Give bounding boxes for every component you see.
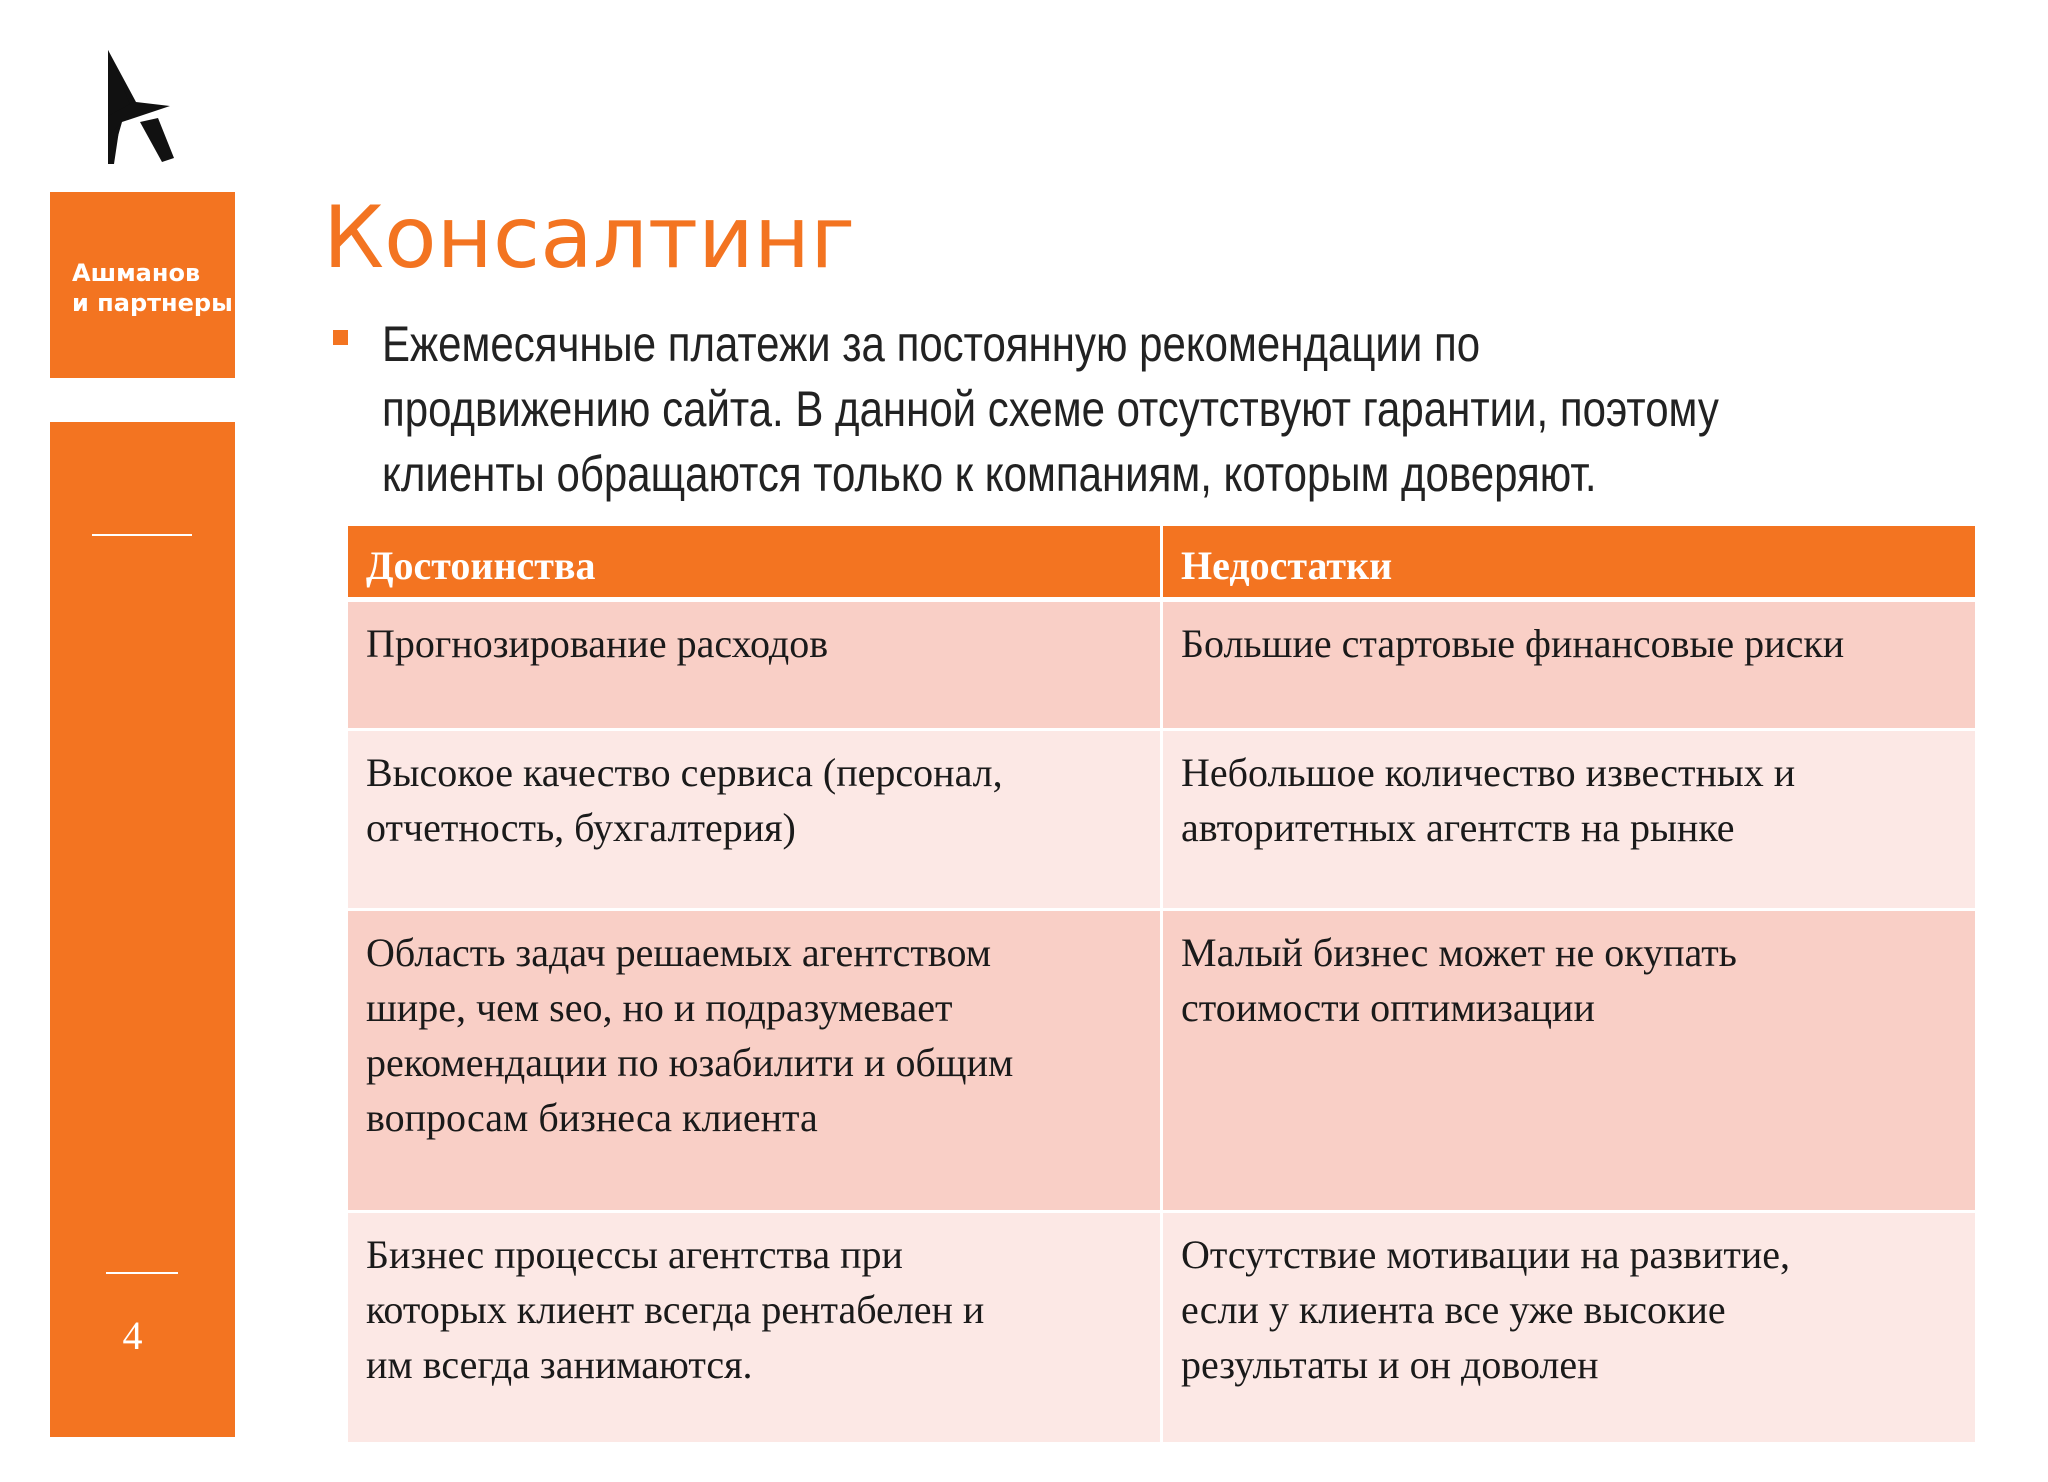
table-row [347, 1212, 1977, 1444]
bullet-line: клиенты обращаются только к компаниям, которым доверяют. [382, 446, 1597, 502]
con-cell [1162, 730, 1977, 910]
pro-text: Прогнозирование расходов [366, 621, 829, 666]
brand-name-line2: и партнеры [72, 289, 233, 317]
table-row [347, 600, 1977, 730]
header-cons: Недостатки [1162, 525, 1977, 600]
con-text: Малый бизнес может не окупать стоимости оптимизации [1181, 930, 1737, 1030]
pros-cons-table [345, 523, 1978, 1445]
bullet-square-icon [333, 330, 348, 345]
con-text: Отсутствие мотивации на развитие, если у клиента все уже высокие результаты и он доволен [1181, 1232, 1790, 1387]
pro-cell [347, 600, 1162, 730]
side-bar [50, 422, 235, 1437]
con-cell [1162, 1212, 1977, 1444]
bullet-line: продвижению сайта. В данной схеме отсутствуют гарантии, поэтому [382, 381, 1719, 437]
pro-cell [347, 730, 1162, 910]
con-cell [1162, 600, 1977, 730]
table-row [347, 910, 1977, 1212]
slide-title: Консалтинг [323, 188, 856, 288]
pro-text: Высокое качество сервиса (персонал, отчетность, бухгалтерия) [366, 750, 1003, 850]
side-divider-top [92, 534, 192, 536]
table-row [347, 730, 1977, 910]
con-text: Большие стартовые финансовые риски [1181, 621, 1845, 666]
pro-cell [347, 910, 1162, 1212]
bullet-line: Ежемесячные платежи за постоянную рекомендации по [382, 316, 1481, 372]
side-divider-bottom [106, 1272, 178, 1274]
table-header-row [347, 525, 1977, 600]
header-pros: Достоинства [347, 525, 1162, 600]
brand-name-line1: Ашманов [72, 259, 201, 287]
pro-text: Область задач решаемых агентством шире, чем seo, но и подразумевает рекомендации по юзабилити и общим вопросам бизнеса клиента [366, 930, 1014, 1140]
con-text: Небольшое количество известных и авторитетных агентств на рынке [1181, 750, 1796, 850]
brand-box [50, 192, 235, 378]
company-logo-icon [100, 46, 180, 166]
pro-cell [347, 1212, 1162, 1444]
page-number: 4 [122, 1313, 143, 1358]
pro-text: Бизнес процессы агентства при которых клиент всегда рентабелен и им всегда занимаются. [366, 1232, 985, 1387]
con-cell [1162, 910, 1977, 1212]
bullet-paragraph [382, 312, 1760, 507]
